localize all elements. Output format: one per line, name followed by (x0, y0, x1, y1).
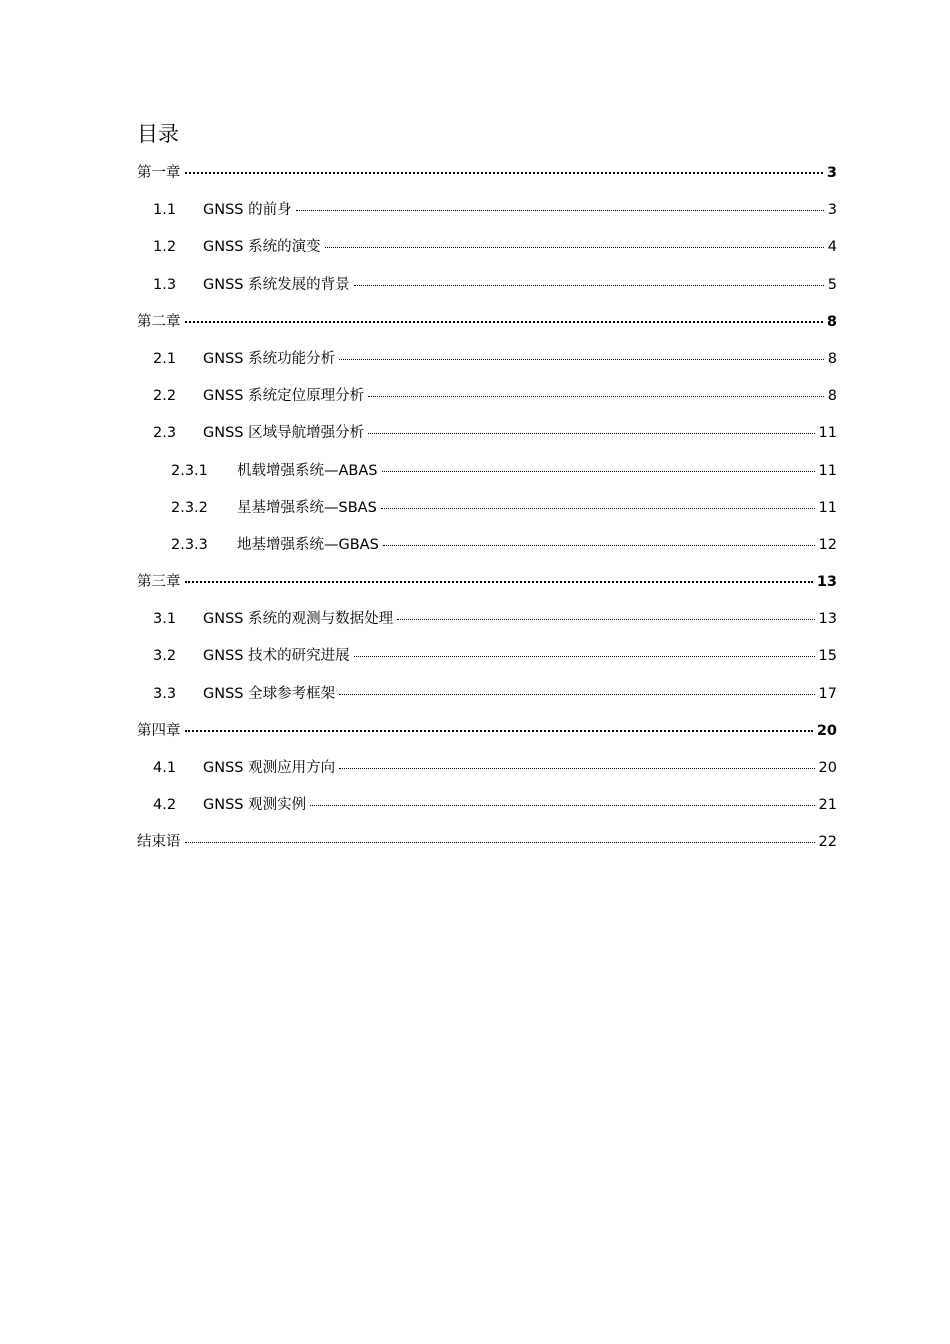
dot-leader (310, 805, 814, 806)
dot-leader (354, 656, 815, 657)
toc-entry[interactable] (137, 682, 837, 719)
toc-entry-label: GNSS 观测应用方向 (203, 760, 336, 776)
toc-entry-label: GNSS 系统的演变 (203, 239, 321, 256)
toc-entry[interactable] (137, 830, 837, 867)
toc-entry-number: 1.3 (153, 276, 177, 293)
dot-leader (185, 581, 813, 583)
toc-entry-label: 第四章 (137, 722, 181, 739)
toc-entry-page-number: 8 (826, 313, 837, 330)
toc-entry-label: GNSS 观测实例 (203, 797, 307, 814)
toc-entry-page-number: 11 (818, 425, 837, 442)
toc-entry-number: 1.1 (153, 202, 177, 219)
toc-entry-label: GNSS 的前身 (203, 202, 292, 219)
toc-entry-number: 2.3 (153, 425, 177, 442)
toc-entry-page-number: 12 (818, 536, 837, 553)
toc-entry[interactable] (137, 459, 837, 496)
toc-entry[interactable] (137, 570, 837, 607)
toc-entry[interactable] (137, 793, 837, 830)
toc-entry-label: 结束语 (137, 834, 181, 851)
toc-entry-number: 4.1 (153, 760, 177, 776)
dot-leader (185, 730, 813, 732)
toc-entry[interactable] (137, 533, 837, 570)
toc-entry-page-number: 13 (818, 611, 837, 628)
dot-leader (325, 247, 824, 248)
dot-leader (397, 619, 814, 620)
toc-title: 目录 (137, 122, 179, 146)
toc-entry[interactable] (137, 310, 837, 347)
toc-entry[interactable] (137, 496, 837, 533)
toc-entry[interactable] (137, 421, 837, 458)
dot-leader (339, 768, 814, 769)
dot-leader (383, 545, 815, 546)
toc-entry-number: 3.3 (153, 685, 177, 702)
toc-entry-label: 第一章 (137, 165, 181, 181)
dot-leader (381, 508, 815, 509)
toc-entry-page-number: 3 (826, 165, 837, 181)
toc-entry-page-number: 8 (827, 388, 837, 405)
toc-entry-label: 地基增强系统—GBAS (237, 536, 379, 553)
toc-entry-page-number: 22 (818, 834, 837, 851)
table-of-contents (137, 161, 837, 868)
toc-entry[interactable] (137, 644, 837, 681)
toc-entry[interactable] (137, 384, 837, 421)
toc-entry-page-number: 13 (816, 574, 837, 591)
toc-entry-page-number: 20 (816, 722, 837, 739)
toc-entry-page-number: 17 (818, 685, 837, 702)
dot-leader (185, 842, 815, 843)
toc-entry-number: 2.1 (153, 350, 177, 367)
toc-entry-label: GNSS 系统的观测与数据处理 (203, 611, 394, 628)
toc-entry-page-number: 5 (827, 276, 837, 293)
dot-leader (339, 359, 824, 360)
dot-leader (339, 694, 814, 695)
toc-entry[interactable] (137, 273, 837, 310)
dot-leader (185, 172, 823, 174)
toc-entry-label: GNSS 区域导航增强分析 (203, 425, 365, 442)
toc-entry-page-number: 15 (818, 648, 837, 665)
toc-entry-page-number: 3 (827, 202, 837, 219)
toc-entry-number: 3.1 (153, 611, 177, 628)
toc-entry-page-number: 11 (818, 462, 837, 479)
toc-entry-label: 机载增强系统—ABAS (237, 462, 378, 479)
toc-entry-label: GNSS 系统发展的背景 (203, 276, 350, 293)
toc-entry-number: 2.2 (153, 388, 177, 405)
dot-leader (185, 321, 823, 323)
toc-entry-number: 2.3.3 (171, 536, 208, 553)
toc-entry-label: GNSS 全球参考框架 (203, 685, 336, 702)
toc-entry-page-number: 4 (827, 239, 837, 256)
toc-entry-page-number: 8 (827, 350, 837, 367)
toc-entry-number: 2.3.1 (171, 462, 208, 479)
toc-entry-label: 星基增强系统—SBAS (237, 499, 377, 516)
toc-entry-label: GNSS 系统功能分析 (203, 350, 336, 367)
dot-leader (368, 396, 824, 397)
toc-entry[interactable] (137, 756, 837, 793)
toc-entry-number: 2.3.2 (171, 499, 208, 516)
dot-leader (382, 471, 815, 472)
toc-entry-label: GNSS 系统定位原理分析 (203, 388, 365, 405)
toc-entry[interactable] (137, 719, 837, 756)
toc-entry[interactable] (137, 161, 837, 198)
toc-entry-number: 1.2 (153, 239, 177, 256)
toc-entry-page-number: 21 (818, 797, 837, 814)
toc-entry-label: 第三章 (137, 574, 181, 591)
toc-entry[interactable] (137, 198, 837, 235)
toc-entry[interactable] (137, 235, 837, 272)
dot-leader (368, 433, 814, 434)
toc-entry-number: 4.2 (153, 797, 177, 814)
toc-entry-page-number: 20 (818, 760, 837, 776)
toc-entry-number: 3.2 (153, 648, 177, 665)
dot-leader (296, 210, 824, 211)
toc-entry-label: GNSS 技术的研究进展 (203, 648, 350, 665)
toc-entry[interactable] (137, 347, 837, 384)
toc-entry-page-number: 11 (818, 499, 837, 516)
toc-entry-label: 第二章 (137, 313, 181, 330)
dot-leader (354, 285, 824, 286)
toc-entry[interactable] (137, 607, 837, 644)
